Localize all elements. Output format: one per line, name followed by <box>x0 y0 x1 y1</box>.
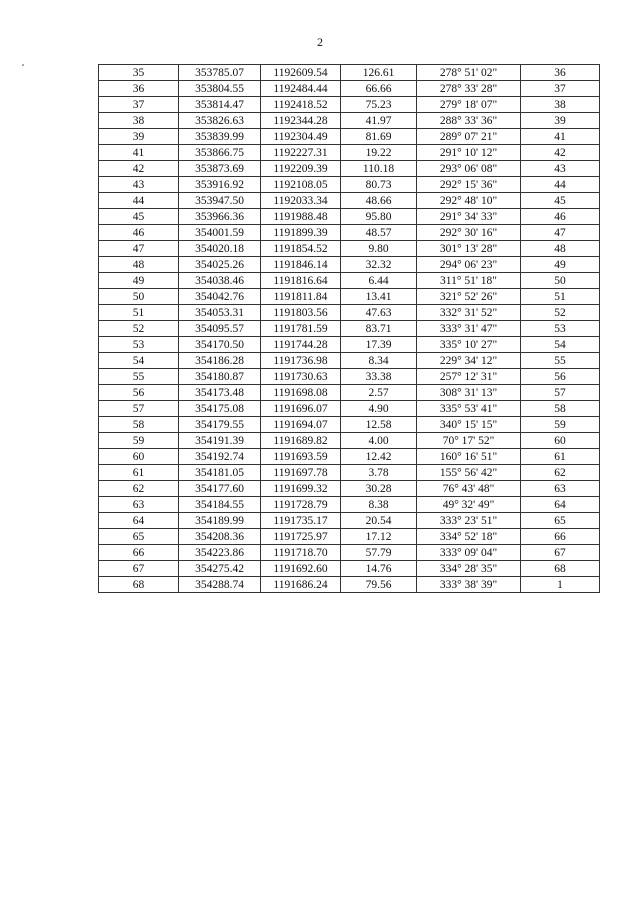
point-number-cell: 42 <box>99 161 179 177</box>
x-coordinate-cell: 354189.99 <box>179 513 261 529</box>
x-coordinate-cell: 353966.36 <box>179 209 261 225</box>
bearing-cell: 321° 52' 26" <box>417 289 521 305</box>
table-row <box>99 545 600 561</box>
next-point-cell: 66 <box>521 529 600 545</box>
x-coordinate-cell: 354175.08 <box>179 401 261 417</box>
bearing-cell: 229° 34' 12" <box>417 353 521 369</box>
distance-cell: 9.80 <box>341 241 417 257</box>
point-number-cell: 39 <box>99 129 179 145</box>
y-coordinate-cell: 1191854.52 <box>261 241 341 257</box>
table-row <box>99 337 600 353</box>
point-number-cell: 68 <box>99 577 179 593</box>
point-number-cell: 67 <box>99 561 179 577</box>
table-row <box>99 113 600 129</box>
y-coordinate-cell: 1191846.14 <box>261 257 341 273</box>
point-number-cell: 58 <box>99 417 179 433</box>
distance-cell: 17.12 <box>341 529 417 545</box>
distance-cell: 126.61 <box>341 65 417 81</box>
y-coordinate-cell: 1192609.54 <box>261 65 341 81</box>
point-number-cell: 43 <box>99 177 179 193</box>
x-coordinate-cell: 354173.48 <box>179 385 261 401</box>
table-row <box>99 321 600 337</box>
distance-cell: 48.57 <box>341 225 417 241</box>
y-coordinate-cell: 1191735.17 <box>261 513 341 529</box>
next-point-cell: 37 <box>521 81 600 97</box>
coordinates-table <box>98 64 600 593</box>
bearing-cell: 293° 06' 08" <box>417 161 521 177</box>
next-point-cell: 44 <box>521 177 600 193</box>
distance-cell: 66.66 <box>341 81 417 97</box>
point-number-cell: 53 <box>99 337 179 353</box>
bearing-cell: 335° 53' 41" <box>417 401 521 417</box>
next-point-cell: 59 <box>521 417 600 433</box>
y-coordinate-cell: 1191728.79 <box>261 497 341 513</box>
x-coordinate-cell: 354192.74 <box>179 449 261 465</box>
x-coordinate-cell: 354184.55 <box>179 497 261 513</box>
bearing-cell: 301° 13' 28" <box>417 241 521 257</box>
next-point-cell: 63 <box>521 481 600 497</box>
y-coordinate-cell: 1192227.31 <box>261 145 341 161</box>
distance-cell: 30.28 <box>341 481 417 497</box>
distance-cell: 48.66 <box>341 193 417 209</box>
bearing-cell: 334° 28' 35" <box>417 561 521 577</box>
y-coordinate-cell: 1191781.59 <box>261 321 341 337</box>
x-coordinate-cell: 353826.63 <box>179 113 261 129</box>
point-number-cell: 37 <box>99 97 179 113</box>
point-number-cell: 54 <box>99 353 179 369</box>
table-row <box>99 129 600 145</box>
table-row <box>99 177 600 193</box>
distance-cell: 41.97 <box>341 113 417 129</box>
distance-cell: 12.42 <box>341 449 417 465</box>
x-coordinate-cell: 354020.18 <box>179 241 261 257</box>
bearing-cell: 257° 12' 31" <box>417 369 521 385</box>
point-number-cell: 45 <box>99 209 179 225</box>
y-coordinate-cell: 1191686.24 <box>261 577 341 593</box>
point-number-cell: 50 <box>99 289 179 305</box>
distance-cell: 13.41 <box>341 289 417 305</box>
x-coordinate-cell: 354170.50 <box>179 337 261 353</box>
point-number-cell: 44 <box>99 193 179 209</box>
next-point-cell: 51 <box>521 289 600 305</box>
bearing-cell: 292° 48' 10" <box>417 193 521 209</box>
bearing-cell: 76° 43' 48" <box>417 481 521 497</box>
coordinates-table-body <box>99 65 600 593</box>
next-point-cell: 48 <box>521 241 600 257</box>
y-coordinate-cell: 1192033.34 <box>261 193 341 209</box>
y-coordinate-cell: 1192344.28 <box>261 113 341 129</box>
distance-cell: 2.57 <box>341 385 417 401</box>
next-point-cell: 43 <box>521 161 600 177</box>
next-point-cell: 38 <box>521 97 600 113</box>
bearing-cell: 332° 31' 52" <box>417 305 521 321</box>
table-row <box>99 417 600 433</box>
bearing-cell: 333° 31' 47" <box>417 321 521 337</box>
next-point-cell: 62 <box>521 465 600 481</box>
y-coordinate-cell: 1191803.56 <box>261 305 341 321</box>
next-point-cell: 46 <box>521 209 600 225</box>
table-row <box>99 513 600 529</box>
next-point-cell: 60 <box>521 433 600 449</box>
next-point-cell: 47 <box>521 225 600 241</box>
distance-cell: 33.38 <box>341 369 417 385</box>
y-coordinate-cell: 1191744.28 <box>261 337 341 353</box>
x-coordinate-cell: 354191.39 <box>179 433 261 449</box>
distance-cell: 83.71 <box>341 321 417 337</box>
point-number-cell: 51 <box>99 305 179 321</box>
x-coordinate-cell: 353916.92 <box>179 177 261 193</box>
distance-cell: 8.38 <box>341 497 417 513</box>
point-number-cell: 48 <box>99 257 179 273</box>
table-row <box>99 209 600 225</box>
distance-cell: 12.58 <box>341 417 417 433</box>
distance-cell: 32.32 <box>341 257 417 273</box>
y-coordinate-cell: 1191725.97 <box>261 529 341 545</box>
point-number-cell: 62 <box>99 481 179 497</box>
scan-speck <box>22 64 24 66</box>
distance-cell: 3.78 <box>341 465 417 481</box>
x-coordinate-cell: 354179.55 <box>179 417 261 433</box>
bearing-cell: 308° 31' 13" <box>417 385 521 401</box>
x-coordinate-cell: 354001.59 <box>179 225 261 241</box>
y-coordinate-cell: 1192108.05 <box>261 177 341 193</box>
table-row <box>99 449 600 465</box>
next-point-cell: 49 <box>521 257 600 273</box>
bearing-cell: 333° 23' 51" <box>417 513 521 529</box>
table-row <box>99 561 600 577</box>
y-coordinate-cell: 1191988.48 <box>261 209 341 225</box>
table-row <box>99 577 600 593</box>
bearing-cell: 291° 34' 33" <box>417 209 521 225</box>
y-coordinate-cell: 1191697.78 <box>261 465 341 481</box>
table-row <box>99 273 600 289</box>
x-coordinate-cell: 354223.86 <box>179 545 261 561</box>
next-point-cell: 67 <box>521 545 600 561</box>
bearing-cell: 288° 33' 36" <box>417 113 521 129</box>
table-row <box>99 193 600 209</box>
bearing-cell: 291° 10' 12" <box>417 145 521 161</box>
x-coordinate-cell: 354177.60 <box>179 481 261 497</box>
distance-cell: 81.69 <box>341 129 417 145</box>
y-coordinate-cell: 1191699.32 <box>261 481 341 497</box>
next-point-cell: 57 <box>521 385 600 401</box>
x-coordinate-cell: 353866.75 <box>179 145 261 161</box>
point-number-cell: 59 <box>99 433 179 449</box>
next-point-cell: 36 <box>521 65 600 81</box>
next-point-cell: 58 <box>521 401 600 417</box>
bearing-cell: 333° 38' 39" <box>417 577 521 593</box>
point-number-cell: 38 <box>99 113 179 129</box>
y-coordinate-cell: 1192304.49 <box>261 129 341 145</box>
distance-cell: 80.73 <box>341 177 417 193</box>
bearing-cell: 289° 07' 21" <box>417 129 521 145</box>
bearing-cell: 155° 56' 42" <box>417 465 521 481</box>
bearing-cell: 292° 30' 16" <box>417 225 521 241</box>
x-coordinate-cell: 354186.28 <box>179 353 261 369</box>
x-coordinate-cell: 354180.87 <box>179 369 261 385</box>
next-point-cell: 68 <box>521 561 600 577</box>
y-coordinate-cell: 1191696.07 <box>261 401 341 417</box>
x-coordinate-cell: 353814.47 <box>179 97 261 113</box>
y-coordinate-cell: 1191730.63 <box>261 369 341 385</box>
distance-cell: 8.34 <box>341 353 417 369</box>
distance-cell: 19.22 <box>341 145 417 161</box>
x-coordinate-cell: 353839.99 <box>179 129 261 145</box>
x-coordinate-cell: 353804.55 <box>179 81 261 97</box>
point-number-cell: 41 <box>99 145 179 161</box>
y-coordinate-cell: 1192484.44 <box>261 81 341 97</box>
y-coordinate-cell: 1192209.39 <box>261 161 341 177</box>
point-number-cell: 60 <box>99 449 179 465</box>
bearing-cell: 49° 32' 49" <box>417 497 521 513</box>
table-row <box>99 353 600 369</box>
x-coordinate-cell: 354095.57 <box>179 321 261 337</box>
table-row <box>99 497 600 513</box>
y-coordinate-cell: 1191692.60 <box>261 561 341 577</box>
table-row <box>99 81 600 97</box>
distance-cell: 4.00 <box>341 433 417 449</box>
next-point-cell: 61 <box>521 449 600 465</box>
table-row <box>99 97 600 113</box>
point-number-cell: 47 <box>99 241 179 257</box>
table-row <box>99 257 600 273</box>
table-row <box>99 465 600 481</box>
x-coordinate-cell: 354275.42 <box>179 561 261 577</box>
distance-cell: 47.63 <box>341 305 417 321</box>
point-number-cell: 49 <box>99 273 179 289</box>
bearing-cell: 292° 15' 36" <box>417 177 521 193</box>
table-row <box>99 241 600 257</box>
y-coordinate-cell: 1191693.59 <box>261 449 341 465</box>
point-number-cell: 55 <box>99 369 179 385</box>
x-coordinate-cell: 353785.07 <box>179 65 261 81</box>
x-coordinate-cell: 354025.26 <box>179 257 261 273</box>
next-point-cell: 53 <box>521 321 600 337</box>
point-number-cell: 66 <box>99 545 179 561</box>
y-coordinate-cell: 1191736.98 <box>261 353 341 369</box>
y-coordinate-cell: 1191689.82 <box>261 433 341 449</box>
table-row <box>99 305 600 321</box>
point-number-cell: 35 <box>99 65 179 81</box>
table-row <box>99 225 600 241</box>
next-point-cell: 65 <box>521 513 600 529</box>
table-row <box>99 369 600 385</box>
next-point-cell: 42 <box>521 145 600 161</box>
bearing-cell: 333° 09' 04" <box>417 545 521 561</box>
y-coordinate-cell: 1191811.84 <box>261 289 341 305</box>
table-row <box>99 433 600 449</box>
x-coordinate-cell: 354288.74 <box>179 577 261 593</box>
bearing-cell: 311° 51' 18" <box>417 273 521 289</box>
next-point-cell: 39 <box>521 113 600 129</box>
distance-cell: 6.44 <box>341 273 417 289</box>
distance-cell: 79.56 <box>341 577 417 593</box>
bearing-cell: 278° 51' 02" <box>417 65 521 81</box>
table-row <box>99 161 600 177</box>
next-point-cell: 45 <box>521 193 600 209</box>
bearing-cell: 160° 16' 51" <box>417 449 521 465</box>
distance-cell: 20.54 <box>341 513 417 529</box>
bearing-cell: 334° 52' 18" <box>417 529 521 545</box>
next-point-cell: 64 <box>521 497 600 513</box>
bearing-cell: 340° 15' 15" <box>417 417 521 433</box>
distance-cell: 95.80 <box>341 209 417 225</box>
point-number-cell: 36 <box>99 81 179 97</box>
point-number-cell: 61 <box>99 465 179 481</box>
y-coordinate-cell: 1192418.52 <box>261 97 341 113</box>
x-coordinate-cell: 353873.69 <box>179 161 261 177</box>
table-row <box>99 385 600 401</box>
table-row <box>99 401 600 417</box>
distance-cell: 110.18 <box>341 161 417 177</box>
x-coordinate-cell: 354042.76 <box>179 289 261 305</box>
next-point-cell: 41 <box>521 129 600 145</box>
x-coordinate-cell: 354053.31 <box>179 305 261 321</box>
page-number: 2 <box>317 35 323 49</box>
bearing-cell: 278° 33' 28" <box>417 81 521 97</box>
x-coordinate-cell: 354208.36 <box>179 529 261 545</box>
point-number-cell: 52 <box>99 321 179 337</box>
table-row <box>99 289 600 305</box>
distance-cell: 75.23 <box>341 97 417 113</box>
bearing-cell: 70° 17' 52" <box>417 433 521 449</box>
next-point-cell: 54 <box>521 337 600 353</box>
point-number-cell: 56 <box>99 385 179 401</box>
distance-cell: 57.79 <box>341 545 417 561</box>
point-number-cell: 64 <box>99 513 179 529</box>
y-coordinate-cell: 1191698.08 <box>261 385 341 401</box>
x-coordinate-cell: 354181.05 <box>179 465 261 481</box>
distance-cell: 17.39 <box>341 337 417 353</box>
table-row <box>99 481 600 497</box>
point-number-cell: 63 <box>99 497 179 513</box>
x-coordinate-cell: 353947.50 <box>179 193 261 209</box>
y-coordinate-cell: 1191694.07 <box>261 417 341 433</box>
next-point-cell: 1 <box>521 577 600 593</box>
y-coordinate-cell: 1191816.64 <box>261 273 341 289</box>
y-coordinate-cell: 1191718.70 <box>261 545 341 561</box>
table-row <box>99 65 600 81</box>
bearing-cell: 294° 06' 23" <box>417 257 521 273</box>
next-point-cell: 56 <box>521 369 600 385</box>
point-number-cell: 46 <box>99 225 179 241</box>
x-coordinate-cell: 354038.46 <box>179 273 261 289</box>
point-number-cell: 57 <box>99 401 179 417</box>
next-point-cell: 55 <box>521 353 600 369</box>
next-point-cell: 50 <box>521 273 600 289</box>
bearing-cell: 279° 18' 07" <box>417 97 521 113</box>
distance-cell: 4.90 <box>341 401 417 417</box>
table-row <box>99 145 600 161</box>
distance-cell: 14.76 <box>341 561 417 577</box>
point-number-cell: 65 <box>99 529 179 545</box>
y-coordinate-cell: 1191899.39 <box>261 225 341 241</box>
table-row <box>99 529 600 545</box>
next-point-cell: 52 <box>521 305 600 321</box>
bearing-cell: 335° 10' 27" <box>417 337 521 353</box>
